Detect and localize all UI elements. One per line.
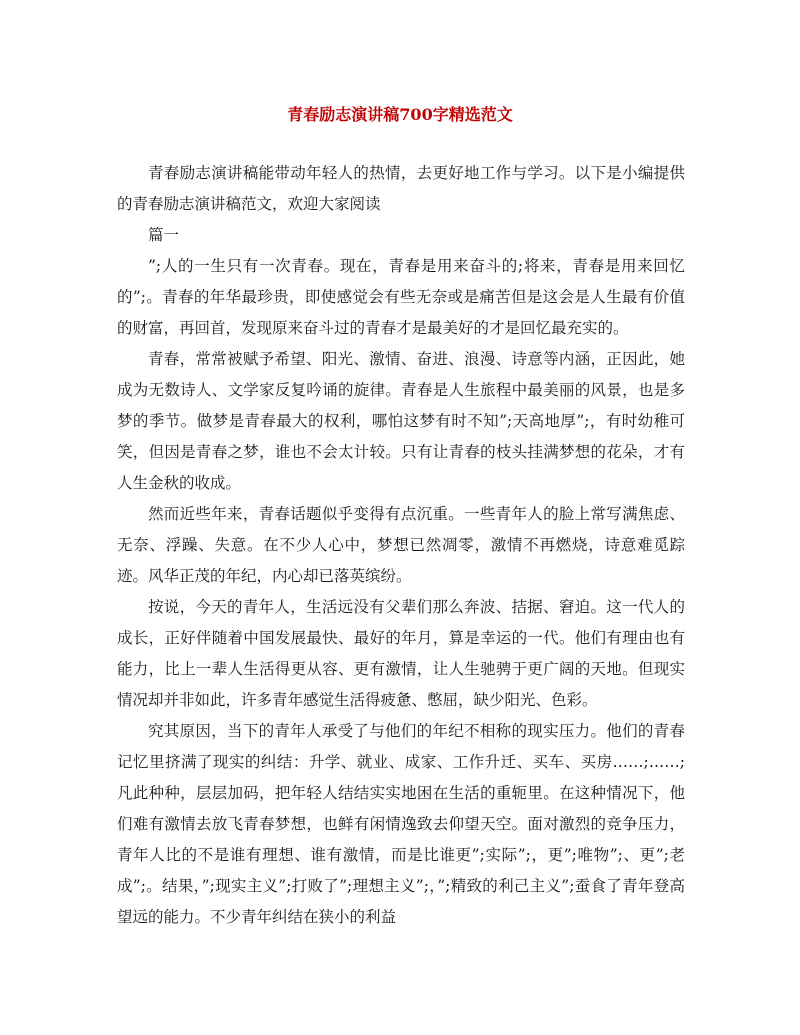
body-paragraph: 然而近些年来，青春话题似乎变得有点沉重。一些青年人的脸上常写满焦虑、无奈、浮躁、失意。在不少人心中，梦想已然凋零，激情不再燃烧，诗意难觅踪迹。风华正茂的年纪，内心却已落英缤纷。: [117, 505, 685, 585]
body-paragraph: 按说，今天的青年人，生活远没有父辈们那么奔波、拮据、窘迫。这一代人的成长，正好伴随着中国发展最快、最好的年月，算是幸运的一代。他们有理由也有能力，比上一辈人生活得更从容、更有激情，让人生驰骋于更广阔的天地。但现实情况却并非如此，许多青年感觉生活得疲惫、憋屈，缺少阳光、色彩。: [117, 598, 685, 709]
document-title: 青春励志演讲稿700字精选范文: [287, 105, 513, 124]
document-body: [117, 158, 685, 933]
body-paragraph: 青春，常常被赋予希望、阳光、激情、奋进、浪漫、诗意等内涵，正因此，她成为无数诗人、文学家反复吟诵的旋律。青春是人生旅程中最美丽的风景，也是多梦的季节。做梦是青春最大的权利，哪怕这梦有时不知”;天高地厚”;，有时幼稚可笑，但因是青春之梦，谁也不会太计较。只有让青春的枝头挂满梦想的花朵，才有人生金秋的收成。: [117, 350, 685, 492]
body-paragraph: ”;人的一生只有一次青春。现在，青春是用来奋斗的;将来，青春是用来回忆的”;。青春的年华最珍贵，即使感觉会有些无奈或是痛苦但是这会是人生最有价值的财富，再回首，发现原来奋斗过的青春才是最美好的才是回忆最充实的。: [117, 257, 685, 337]
body-paragraph: 究其原因，当下的青年人承受了与他们的年纪不相称的现实压力。他们的青春记忆里挤满了现实的纠结：升学、就业、成家、工作升迁、买车、买房……;……;凡此种种，层层加码，把年轻人结结实实地困在生活的重轭里。在这种情况下，他们难有激情去放飞青春梦想，也鲜有闲情逸致去仰望天空。面对激烈的竞争压力，青年人比的不是谁有理想、谁有激情，而是比谁更”;实际”;，更”;唯物”;、更”;老成”;。结果，”;现实主义”;打败了”;理想主义”;，”;精致的利己主义”;蚕食了青年登高望远的能力。不少青年纠结在狭小的利益: [117, 722, 685, 926]
intro-paragraph: 青春励志演讲稿能带动年轻人的热情，去更好地工作与学习。以下是小编提供的青春励志演讲稿范文，欢迎大家阅读: [117, 164, 685, 213]
section-heading: 篇一: [148, 226, 180, 244]
